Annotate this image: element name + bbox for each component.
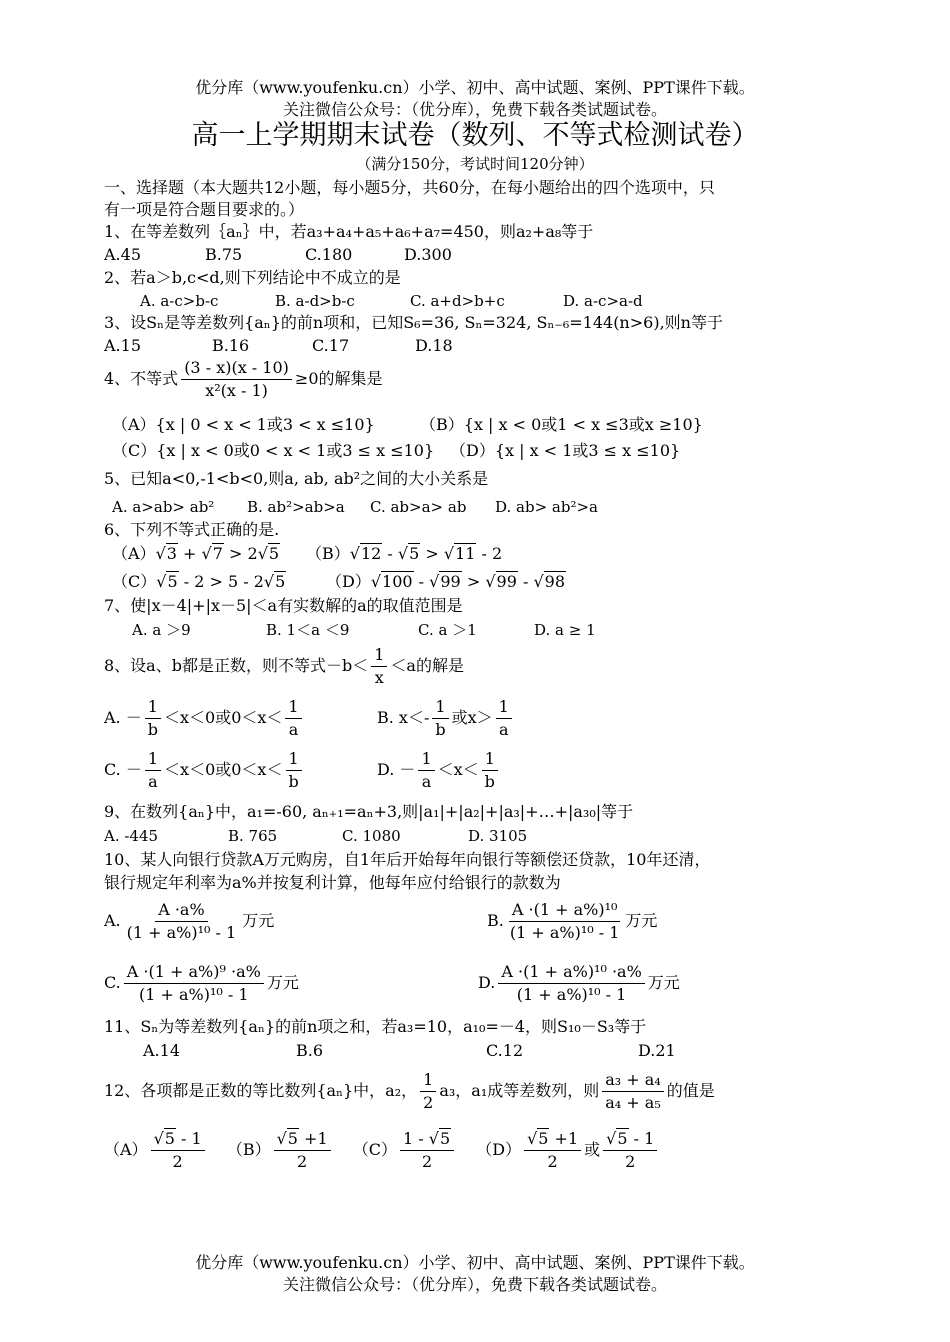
q11-option-c: C.12: [486, 1041, 524, 1060]
fraction-denominator: 2: [421, 1152, 433, 1171]
q11-option-a: A.14: [143, 1041, 180, 1060]
fraction: [145, 749, 161, 792]
fraction-denominator: 2: [625, 1152, 636, 1171]
q8-label-c: C. －: [104, 760, 142, 779]
q5-option-d: D. ab> ab²>a: [495, 498, 598, 516]
q10-option-d: [478, 962, 680, 1005]
header-line-2: 关注微信公众号：（优分库），免费下载各类试题试卷。: [282, 100, 667, 119]
fraction-denominator: a: [421, 772, 432, 791]
footer-line-2: 关注微信公众号：（优分库），免费下载各类试题试卷。: [282, 1275, 667, 1294]
radicand: 5: [617, 1129, 628, 1148]
q4-suffix: ≥0的解集是: [294, 369, 383, 388]
q8-label-d: D. －: [377, 760, 416, 779]
section-heading-line-2: 有一项是符合题目要求的。）: [104, 200, 305, 219]
fraction: [145, 697, 161, 740]
radicand: 5: [268, 544, 280, 563]
fraction: [602, 1070, 663, 1113]
fraction-numerator: A ·(1 + a%)¹⁰ ·a%: [498, 962, 644, 984]
q9-option-a: A. -445: [104, 827, 159, 845]
q5-option-c: C. ab>a> ab: [370, 498, 467, 516]
q4-denominator: x²(x - 1): [205, 381, 268, 400]
q3-option-a: A.15: [104, 336, 141, 355]
fraction-numerator: A ·(1 + a%)⁹ ·a%: [124, 962, 264, 984]
q4-prefix: 4、不等式: [104, 369, 179, 388]
unit-label: 万元: [647, 973, 680, 992]
unit-label: 万元: [266, 973, 299, 992]
radicand: 5: [164, 1129, 175, 1148]
radicand: 100: [382, 572, 413, 591]
radicand: 5: [538, 1129, 549, 1148]
q11-option-d: D.21: [638, 1041, 676, 1060]
q6-stem: 6、下列不等式正确的是.: [104, 520, 280, 539]
q12-label-b: （B）: [226, 1140, 271, 1159]
fraction-denominator: 2: [172, 1152, 183, 1171]
fraction: [507, 900, 623, 943]
fraction-denominator: (1 + a%)¹⁰ - 1: [509, 923, 620, 942]
q4-numerator: (3 - x)(x - 10): [181, 358, 292, 380]
q12-label-a: （A）: [104, 1140, 148, 1159]
operator: - 2 > 5 - 2: [178, 572, 264, 591]
q12-suffix: 的值是: [666, 1081, 715, 1100]
fraction-numerator: 1: [145, 697, 161, 719]
fraction-numerator: √5 - 1: [151, 1129, 205, 1151]
radicand: 12: [360, 544, 382, 563]
q8-option-a: [104, 697, 305, 740]
operator: - 2: [476, 544, 503, 563]
q4-fraction: [181, 358, 292, 401]
fraction: [151, 1129, 205, 1172]
q4-option-d: （D）{x | x < 1或3 ≤ x ≤10}: [450, 441, 681, 460]
q8-suffix: ＜a的解是: [390, 656, 464, 675]
q1-option-b: B.75: [205, 245, 243, 264]
fraction-numerator: A ·a%: [155, 900, 207, 922]
radicand: 3: [166, 544, 177, 563]
q3-option-c: C.17: [312, 336, 350, 355]
fraction-denominator: b: [288, 772, 299, 791]
operator: ＜x＜: [437, 760, 479, 779]
q12-stem: [104, 1070, 715, 1113]
fraction: [285, 697, 301, 740]
q6-label-a: （A）: [112, 544, 156, 563]
radicand: 5: [275, 572, 286, 591]
fraction-denominator: a₄ + a₅: [605, 1093, 661, 1112]
fraction: [524, 1129, 581, 1172]
fraction-numerator: A ·(1 + a%)¹⁰: [509, 900, 621, 922]
q10-label-b: B.: [487, 911, 504, 930]
q4-stem: [104, 358, 383, 401]
fraction: [124, 900, 240, 943]
footer-line-1: 优分库（www.youfenku.cn）小学、初中、高中试题、案例、PPT课件下载。: [195, 1253, 755, 1272]
q2-option-c: C. a+d>b+c: [410, 292, 505, 310]
operator: >: [420, 544, 444, 563]
q8-label-a: A. －: [104, 708, 142, 727]
q4-option-a: （A）{x | 0 < x < 1或3 < x ≤10}: [112, 415, 375, 434]
radicand: 99: [440, 572, 461, 591]
q6-option-d: （D）√100 - √99 > √99 - √98: [326, 572, 566, 591]
fraction: [418, 749, 434, 792]
fraction-denominator: a: [288, 720, 299, 739]
operator: ＜x＜0或0＜x＜: [163, 708, 283, 727]
q2-option-d: D. a-c>a-d: [563, 292, 643, 310]
q1-option-c: C.180: [305, 245, 353, 264]
operator: >: [461, 572, 486, 591]
q11-option-b: B.6: [296, 1041, 324, 1060]
radicand: 5: [167, 572, 178, 591]
fraction-denominator: b: [147, 720, 158, 739]
q6-label-b: （B）: [306, 544, 350, 563]
operator: > 2: [223, 544, 258, 563]
q8-fraction: [371, 645, 387, 688]
q8-prefix: 8、设a、b都是正数，则不等式－b＜: [104, 656, 369, 675]
q3-option-b: B.16: [212, 336, 250, 355]
operator: +: [177, 544, 202, 563]
q4-option-c: （C）{x | x < 0或0 < x < 1或3 ≤ x ≤10}: [112, 441, 435, 460]
q1-option-a: A.45: [104, 245, 141, 264]
fraction: [285, 749, 301, 792]
fraction-denominator: a: [498, 720, 509, 739]
operator: -: [413, 572, 430, 591]
fraction-denominator: 2: [297, 1152, 308, 1171]
section-heading-line-1: 一、选择题（本大题共12小题，每小题5分，共60分，在每小题给出的四个选项中，只: [104, 178, 715, 197]
fraction-numerator: 1: [432, 697, 448, 719]
fraction: [274, 1129, 331, 1172]
q12-label-d: （D）: [476, 1140, 522, 1159]
fraction: [124, 962, 264, 1005]
fraction-denominator: a: [148, 772, 158, 791]
fraction: [432, 697, 448, 740]
q6-option-a: （A）√3 + √7 > 2√5: [112, 544, 280, 563]
fraction-numerator: 1: [286, 749, 302, 771]
q1-option-d: D.300: [404, 245, 452, 264]
header-line-1: 优分库（www.youfenku.cn）小学、初中、高中试题、案例、PPT课件下载。: [195, 78, 755, 97]
fraction-denominator: (1 + a%)¹⁰ - 1: [139, 985, 249, 1004]
q8-option-b: [377, 697, 515, 740]
q8-label-b: B. x＜-: [377, 708, 430, 727]
q12-options: [104, 1129, 660, 1172]
q10-option-c: [104, 962, 299, 1005]
radicand: 11: [455, 544, 476, 563]
q6-label-d: （D）: [326, 572, 371, 591]
q10-label-d: D.: [478, 973, 496, 992]
fraction-numerator: 1: [482, 749, 498, 771]
q9-option-b: B. 765: [228, 827, 278, 845]
q10-label-c: C.: [104, 973, 121, 992]
radicand: 5: [409, 544, 420, 563]
page-title: 高一上学期期末试卷（数列、不等式检测试卷）: [191, 120, 759, 151]
radicand: 5: [439, 1129, 451, 1148]
q10-label-a: A.: [104, 911, 121, 930]
fraction-numerator: √5 - 1: [603, 1129, 657, 1151]
fraction-denominator: b: [435, 720, 446, 739]
q8-option-d: [377, 749, 501, 792]
or-text: 或: [584, 1140, 601, 1159]
radicand: 99: [496, 572, 517, 591]
q10-option-b: [487, 900, 657, 943]
fraction-numerator: 1: [285, 697, 301, 719]
page-subtitle: （满分150分，考试时间120分钟）: [356, 155, 594, 173]
q8-option-c: [104, 749, 305, 792]
q9-option-d: D. 3105: [468, 827, 528, 845]
fraction: [496, 697, 512, 740]
q2-stem: 2、若a＞b,c<d,则下列结论中不成立的是: [104, 268, 401, 287]
fraction-numerator: 1: [496, 697, 512, 719]
fraction-numerator: √5 +1: [524, 1129, 581, 1151]
q7-option-c: C. a ＞1: [418, 621, 477, 639]
radicand: 7: [212, 544, 223, 563]
q9-option-c: C. 1080: [342, 827, 401, 845]
fraction: [420, 1070, 436, 1113]
q4-option-b: （B）{x | x < 0或1 < x ≤3或x ≥10}: [420, 415, 703, 434]
fraction-numerator: a₃ + a₄: [602, 1070, 663, 1092]
q12-prefix: 12、各项都是正数的等比数列{aₙ}中，a₂，: [104, 1081, 418, 1100]
radicand: 98: [544, 572, 566, 591]
fraction: [498, 962, 644, 1005]
q5-option-a: A. a>ab> ab²: [112, 498, 215, 516]
q6-option-b: （B）√12 - √5 > √11 - 2: [306, 544, 503, 563]
q7-stem: 7、使|x－4|+|x－5|＜a有实数解的a的取值范围是: [104, 596, 463, 615]
fraction-denominator: (1 + a%)¹⁰ - 1: [516, 985, 627, 1004]
q3-stem: 3、设Sₙ是等差数列{aₙ}的前n项和，已知S₆=36, Sₙ=324, Sₙ₋₆=144(n>6),则n等于: [104, 313, 723, 332]
q6-option-c: （C）√5 - 2 > 5 - 2√5: [112, 572, 286, 591]
q10-option-a: [104, 900, 274, 943]
fraction-numerator: 1: [371, 645, 387, 667]
q2-option-a: A. a-c>b-c: [140, 292, 219, 310]
fraction-denominator: (1 + a%)¹⁰ - 1: [126, 923, 237, 942]
q9-stem: 9、在数列{aₙ}中，a₁=-60, aₙ₊₁=aₙ+3,则|a₁|+|a₂|+|a₃|+…+|a₃₀|等于: [104, 802, 634, 821]
q10-line-2: 银行规定年利率为a%并按复利计算，他每年应付给银行的款数为: [104, 873, 561, 892]
fraction-denominator: 2: [423, 1093, 434, 1112]
fraction: [482, 749, 498, 792]
q7-option-b: B. 1＜a ＜9: [266, 621, 350, 639]
fraction-numerator: 1: [420, 1070, 436, 1092]
q10-line-1: 10、某人向银行贷款A万元购房，自1年后开始每年向银行等额偿还贷款，10年还清，: [104, 850, 711, 869]
q2-option-b: B. a-d>b-c: [275, 292, 355, 310]
fraction-numerator: √5 +1: [274, 1129, 331, 1151]
fraction-numerator: 1: [418, 749, 434, 771]
operator: 或x＞: [451, 708, 493, 727]
fraction: [603, 1129, 657, 1172]
fraction-numerator: 1 - √5: [400, 1129, 454, 1151]
q11-stem: 11、Sₙ为等差数列{aₙ}的前n项之和，若a₃=10，a₁₀=－4，则S₁₀－S₃等于: [104, 1017, 647, 1036]
unit-label: 万元: [242, 911, 275, 930]
q7-option-a: A. a ＞9: [132, 621, 191, 639]
fraction: [400, 1129, 454, 1172]
unit-label: 万元: [625, 911, 658, 930]
fraction-denominator: 2: [547, 1152, 558, 1171]
q5-option-b: B. ab²>ab>a: [247, 498, 345, 516]
q12-mid: a₃，a₁成等差数列，则: [439, 1081, 600, 1100]
q3-option-d: D.18: [415, 336, 453, 355]
fraction-numerator: 1: [145, 749, 161, 771]
q8-stem: [104, 645, 464, 688]
operator: -: [382, 544, 398, 563]
operator: ＜x＜0或0＜x＜: [164, 760, 283, 779]
q12-label-c: （C）: [352, 1140, 397, 1159]
q6-label-c: （C）: [112, 572, 157, 591]
fraction-denominator: x: [374, 668, 384, 687]
operator: -: [517, 572, 534, 591]
q7-option-d: D. a ≥ 1: [534, 621, 596, 639]
radicand: 5: [287, 1129, 298, 1148]
fraction-denominator: b: [484, 772, 495, 791]
q1-stem: 1、在等差数列｛aₙ｝中，若a₃+a₄+a₅+a₆+a₇=450，则a₂+a₈等于: [104, 222, 594, 241]
q5-stem: 5、已知a<0,-1<b<0,则a, ab, ab²之间的大小关系是: [104, 469, 489, 488]
